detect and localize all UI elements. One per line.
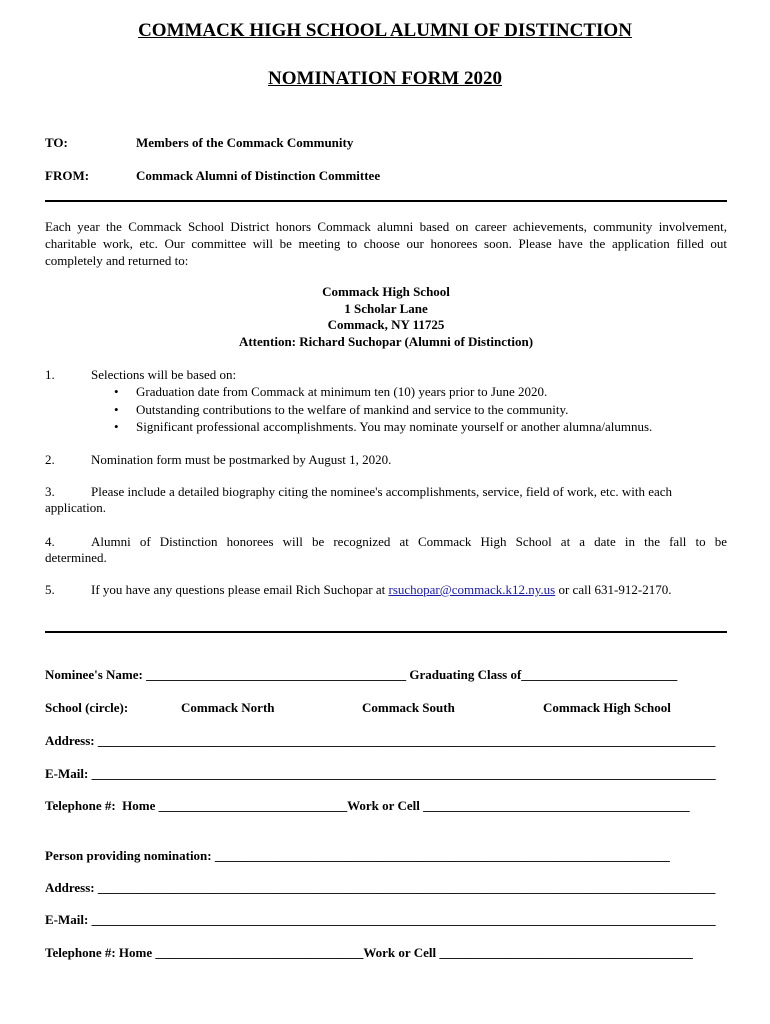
nominator-telephone-field[interactable]: Telephone #: Home ________________________________Work or Cell _______________________________________ [45, 945, 693, 960]
from-label: FROM: [45, 168, 90, 183]
address-line-school: Commack High School [322, 284, 450, 299]
bullet-icon: • [114, 384, 119, 399]
bullet-icon: • [114, 419, 119, 434]
nominator-email-field[interactable]: E-Mail: ________________________________________________________________________________________________ [45, 912, 716, 927]
from-value: Commack Alumni of Distinction Committee [136, 168, 381, 183]
bullet-text: Significant professional accomplishments. You may nominate yourself or another alumna/alumnus. [136, 419, 653, 434]
bullet-text: Outstanding contributions to the welfare of mankind and service to the community. [136, 402, 569, 417]
school-label: School (circle): [45, 700, 129, 715]
item-4-text-line2: determined. [45, 550, 107, 565]
page-subtitle: NOMINATION FORM 2020 [268, 68, 502, 89]
item-1-bullet [114, 402, 714, 418]
item-3-text-line2: application. [45, 500, 107, 515]
item-4-text-line1: Alumni of Distinction honorees will be recognized at Commack High School at a date in the fall to be [91, 534, 727, 549]
to-label: TO: [45, 135, 68, 150]
item-5-number: 5. [45, 582, 55, 597]
contact-email-link[interactable]: rsuchopar@commack.k12.ny.us [388, 582, 556, 597]
school-option-south[interactable]: Commack South [362, 700, 455, 715]
item-1-bullet [114, 419, 714, 435]
bullet-icon: • [114, 402, 119, 417]
intro-paragraph: Each year the Commack School District honors Commack alumni based on career achievements, community involvement, charitable work, etc. Our committee will be meeting to choose our honorees soon. Please have the application filled out completely and returned to: [45, 219, 727, 268]
item-2-text: Nomination form must be postmarked by August 1, 2020. [91, 452, 392, 467]
divider-bottom [45, 631, 727, 633]
item-1-number: 1. [45, 367, 55, 382]
address-line-attention: Attention: Richard Suchopar (Alumni of Distinction) [238, 333, 534, 349]
address-line-city: Commack, NY 11725 [327, 317, 445, 333]
nominee-telephone-field[interactable]: Telephone #: Home _____________________________Work or Cell _________________________________________ [45, 798, 690, 813]
nominee-address-field[interactable]: Address: _______________________________________________________________________________________________ [45, 733, 716, 748]
nominator-name-field[interactable]: Person providing nomination: ______________________________________________________________________ [45, 848, 670, 863]
item-5-text-pre: If you have any questions please email Rich Suchopar at [91, 582, 389, 597]
item-5-text [91, 582, 671, 598]
divider-top [45, 200, 727, 202]
item-2-number: 2. [45, 452, 55, 467]
nominator-address-field[interactable]: Address: _______________________________________________________________________________________________ [45, 880, 716, 895]
nominee-email-field[interactable]: E-Mail: ________________________________________________________________________________________________ [45, 766, 716, 781]
item-4-number: 4. [45, 534, 55, 549]
nominee-name-field[interactable]: Nominee's Name: ________________________________________ Graduating Class of________________________ [45, 667, 678, 682]
item-5-text-post: or call 631-912-2170. [555, 582, 672, 597]
item-3-text-line1: Please include a detailed biography citing the nominee's accomplishments, service, field of work, etc. with each [91, 484, 673, 499]
item-1-bullet [114, 384, 714, 400]
school-option-north[interactable]: Commack North [181, 700, 275, 715]
to-value: Members of the Commack Community [136, 135, 354, 150]
school-option-high-school[interactable]: Commack High School [543, 700, 671, 715]
item-3-number: 3. [45, 484, 55, 499]
mailing-address [45, 284, 727, 350]
address-line-street: 1 Scholar Lane [344, 300, 428, 316]
page-title: COMMACK HIGH SCHOOL ALUMNI OF DISTINCTION [138, 20, 632, 41]
bullet-text: Graduation date from Commack at minimum ten (10) years prior to June 2020. [136, 384, 548, 399]
item-1-text: Selections will be based on: [91, 367, 237, 382]
